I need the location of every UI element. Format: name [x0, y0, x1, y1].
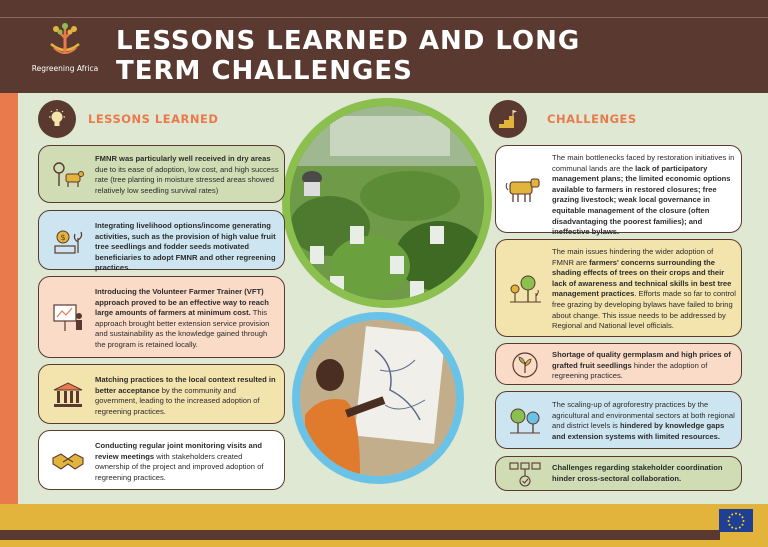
lesson-body-5: with stakeholders created ownership of the project and improved adoption of regreening practices. [95, 451, 264, 482]
challenge-tail-2: . Efforts made so far to control free grazing by developing bylaws have failed to bring about change. This issue needs to be addressed by Regional and National level officials. [552, 289, 736, 331]
farmer-trainer-photo [300, 320, 456, 476]
lesson-card-1 [38, 145, 285, 203]
challenge-bold-2: farmers' concerns surrounding the shading effects of trees on their crops and their lack of awareness and technical skills in best tree management practices [552, 257, 732, 299]
challenge-tail-3: hinder the adoption of regreening practices. [552, 360, 708, 381]
lesson-card-3 [38, 276, 285, 358]
cow-icon [504, 170, 542, 208]
header-bar [0, 0, 768, 93]
regreening-africa-logo [30, 22, 100, 84]
challenge-text-1 [552, 153, 736, 238]
lesson-bold-3: Introducing the Volunteer Farmer Trainer (VFT) approach proved to be an effective way to reach large amounts of farmers at minimum cost. [95, 287, 269, 318]
challenge-card-5 [495, 456, 742, 491]
lesson-text-4 [95, 375, 279, 417]
lesson-body-3: This approach brought better extension service provision and sustainability as the knowledge gained through the program is retained locally. [95, 308, 270, 349]
challenge-bold-3: Shortage of quality germplasm and high prices of grafted fruit seedlings [552, 350, 731, 370]
lesson-bold-4: Matching practices to the local context resulted in better acceptance [95, 375, 276, 395]
lesson-bold-1: FMNR was particularly well received in dry areas [95, 154, 271, 163]
nursery-seedlings-image [290, 106, 484, 300]
challenges-section-header [489, 100, 637, 138]
challenge-card-2 [495, 239, 742, 337]
money-plant-icon [49, 222, 87, 260]
lessons-section-header [38, 100, 218, 138]
lesson-text-2 [95, 221, 279, 274]
stairs-flag-icon [489, 100, 527, 138]
lesson-text-3 [95, 287, 279, 351]
challenge-card-4 [495, 391, 742, 449]
challenge-text-2 [552, 247, 736, 332]
coordination-icon [506, 456, 544, 494]
trees-icon [506, 270, 544, 308]
left-accent-strip [0, 93, 18, 504]
eu-flag-icon [719, 509, 753, 532]
trainer-map-image [300, 320, 456, 476]
lesson-card-4 [38, 364, 285, 424]
tree-logo-icon [45, 22, 85, 62]
lesson-card-2 [38, 210, 285, 273]
lesson-card-5 [38, 430, 285, 490]
page-title [116, 26, 636, 86]
footer-dark-strip [0, 530, 720, 540]
challenge-text-5 [552, 463, 736, 484]
challenges-title: CHALLENGES [547, 112, 637, 126]
svg-text:$: $ [60, 233, 66, 242]
title-line-2: TERM CHALLENGES [116, 56, 413, 86]
government-building-icon [49, 376, 87, 414]
challenge-bold-4: hindered by knowledge gaps and extension systems with limited resources. [552, 421, 725, 441]
lightbulb-icon [38, 100, 76, 138]
challenge-bold-5: Challenges regarding stakeholder coordination hinder cross-sectoral collaboration. [552, 463, 723, 483]
footer-bar [0, 504, 768, 547]
lesson-bold-2: Integrating livelihood options/income generating activities, such as the provision of high value fruit tree seedlings and fodder seeds motivated beneficiaries to adopt FMNR and other regreening practices. [95, 221, 276, 273]
lesson-body-1: due to its ease of adoption, low cost, and high success rate (tree planting in moisture stressed areas showed relatively low seedling survival rates) [95, 164, 279, 195]
challenge-bold-1: lack of participatory management plans; the limited economic options available to farmers in restored closures; free grazing livestock; weak local governance in equitable management of the closure (often disadvantaging the poorest families); and ineffective bylaws. [552, 163, 731, 237]
lesson-text-5 [95, 441, 279, 483]
challenge-intro-4: The scaling-up of agroforestry practices by the agricultural and environmental sectors at both regional and district levels is [552, 400, 735, 431]
challenge-card-3 [495, 343, 742, 385]
lesson-text-1 [95, 154, 279, 196]
challenge-card-1 [495, 145, 742, 237]
lesson-body-4: by the community and government, leading to the increased adoption of regreening practices. [95, 385, 260, 416]
handshake-icon [49, 442, 87, 480]
challenge-intro-1: The main bottlenecks faced by restoration initiatives in communal lands are the [552, 153, 735, 173]
seedling-icon [506, 346, 544, 384]
nursery-photo [290, 106, 484, 300]
header-divider [0, 17, 768, 18]
lessons-title: LESSONS LEARNED [88, 112, 219, 126]
lesson-bold-5: Conducting regular joint monitoring visits and review meetings [95, 441, 263, 461]
agroforestry-icon [506, 402, 544, 440]
challenge-text-4 [552, 400, 736, 442]
title-line-1: LESSONS LEARNED AND LONG [116, 26, 581, 56]
livestock-tree-icon [49, 156, 87, 194]
logo-text: Regreening Africa [31, 64, 99, 73]
trainer-presentation-icon [49, 299, 87, 337]
challenge-intro-2: The main issues hindering the wider adoption of FMNR are [552, 247, 714, 267]
challenge-text-3 [552, 350, 736, 382]
